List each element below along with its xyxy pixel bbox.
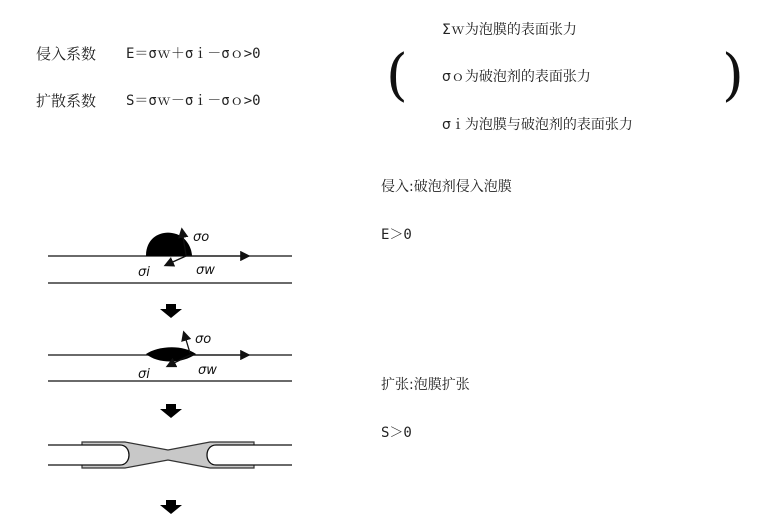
legend-sigma-o: σｏ为破泡剂的表面张力 <box>442 69 591 85</box>
stage-1-droplet-on-film <box>48 230 292 283</box>
spreading-coefficient-label: 扩散系数 <box>36 92 97 110</box>
invasion-condition: E＞0 <box>381 227 412 243</box>
spreading-condition: S＞0 <box>381 425 412 441</box>
label-sigma-o: σo <box>195 332 212 347</box>
invasion-title: 侵入:破泡剂侵入泡膜 <box>381 179 512 195</box>
spreading-title: 扩张:泡膜扩张 <box>381 377 470 393</box>
label-sigma-w: σw <box>198 363 217 378</box>
stage-2-lens-in-film <box>48 332 292 382</box>
down-arrow-icon <box>160 404 182 418</box>
left-parenthesis: ( <box>386 43 408 108</box>
label-sigma-i: σi <box>138 367 150 382</box>
spreading-coefficient-formula: S＝σｗ－σｉ－σｏ>0 <box>126 93 261 109</box>
label-sigma-o: σo <box>193 230 210 245</box>
invasion-coefficient-formula: E＝σｗ＋σｉ－σｏ>0 <box>126 46 261 62</box>
stage-3-film-thinning <box>48 442 292 468</box>
right-parenthesis: ) <box>722 43 744 108</box>
down-arrow-icon <box>160 304 182 318</box>
down-arrow-icon <box>160 500 182 514</box>
legend-sigma-i: σｉ为泡膜与破泡剂的表面张力 <box>442 117 633 133</box>
invasion-coefficient-label: 侵入系数 <box>36 45 97 63</box>
legend-sigma-w: Σｗ为泡膜的表面张力 <box>442 22 577 38</box>
label-sigma-i: σi <box>138 265 150 280</box>
label-sigma-w: σw <box>196 263 215 278</box>
